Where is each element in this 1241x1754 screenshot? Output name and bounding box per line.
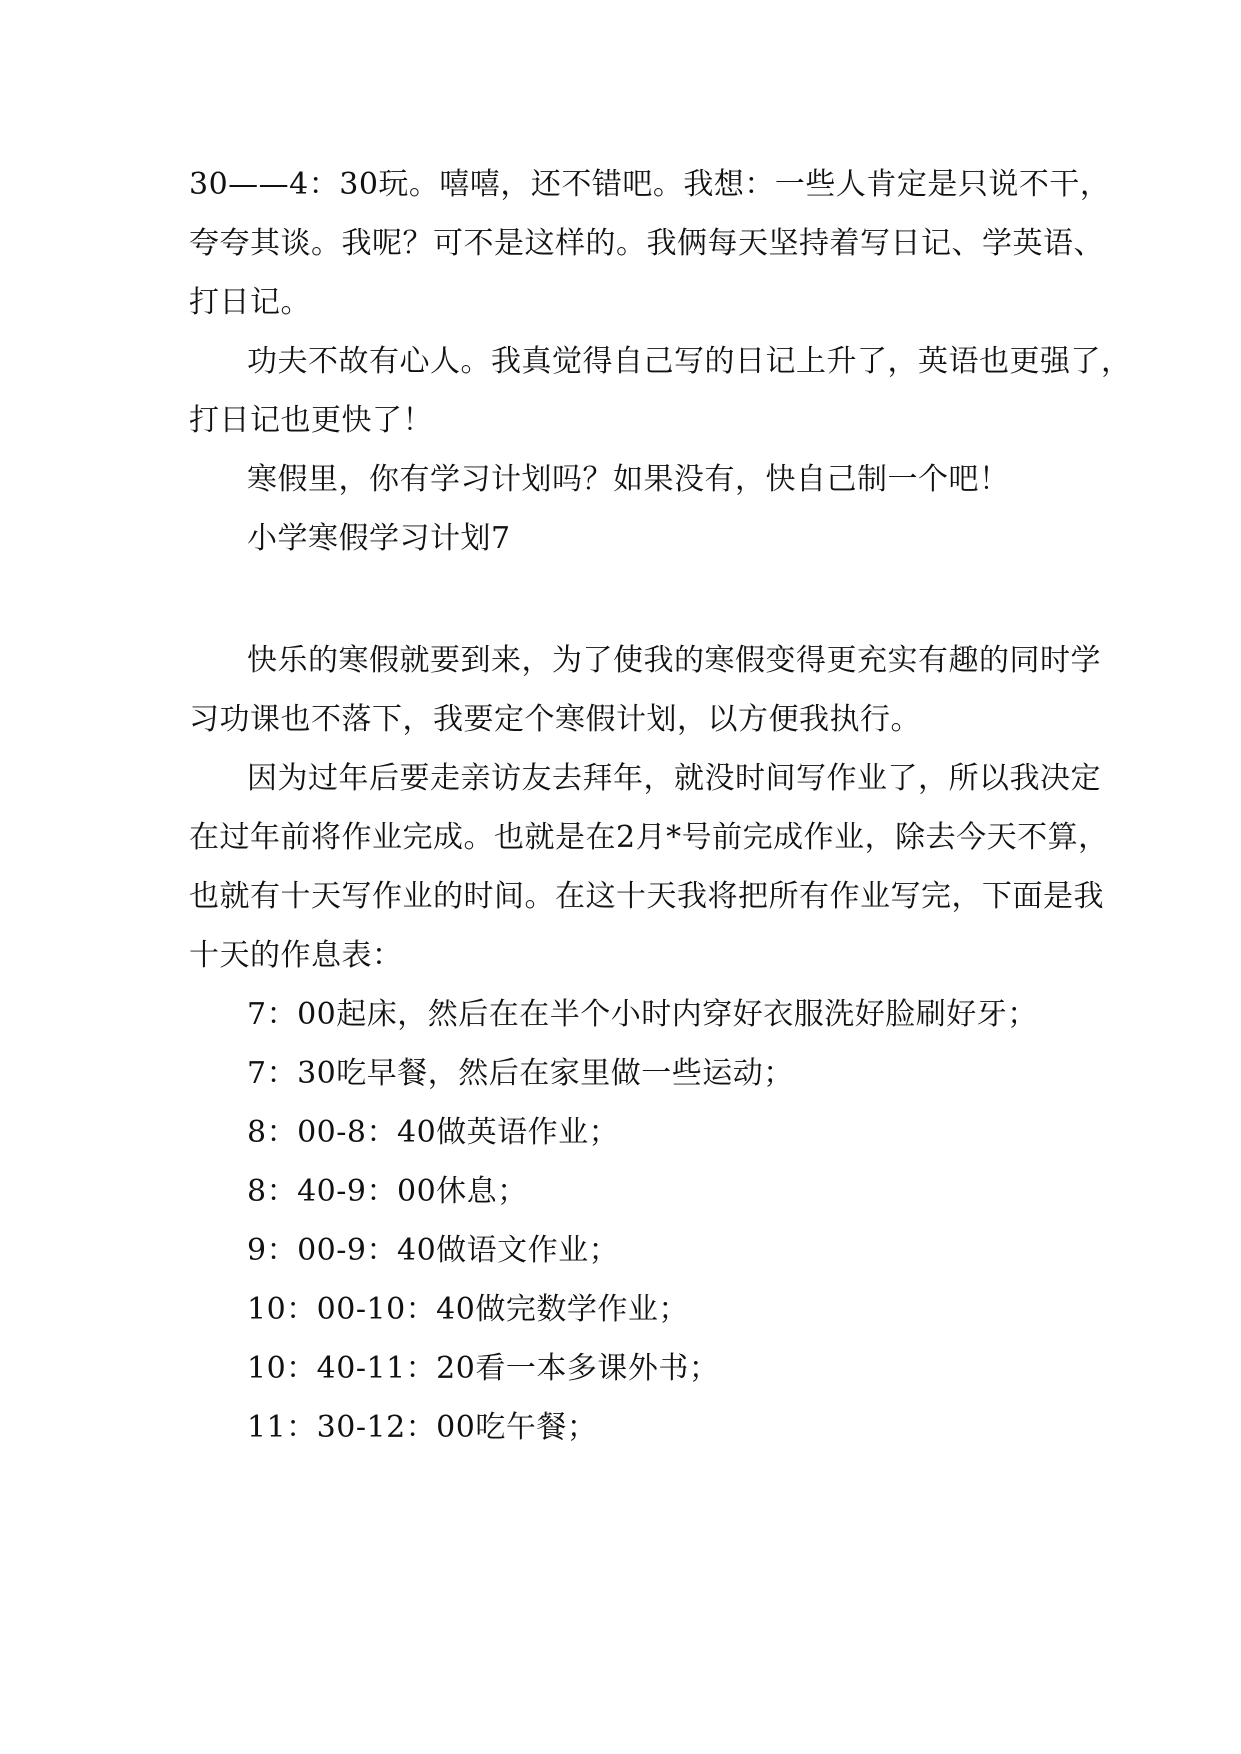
text-line: 夸夸其谈。我呢？可不是这样的。我俩每天坚持着写日记、学英语、 xyxy=(189,226,1104,261)
text-line: 十天的作息表： xyxy=(189,938,403,973)
schedule-item: 8：00-8：40做英语作业； xyxy=(247,1115,620,1150)
text-line: 打日记也更快了！ xyxy=(189,403,433,438)
schedule-item: 7：00起床，然后在在半个小时内穿好衣服洗好脸刷好牙； xyxy=(247,997,1038,1032)
text-line: 也就有十天写作业的时间。在这十天我将把所有作业写完，下面是我 xyxy=(189,879,1104,914)
paragraph-start: 快乐的寒假就要到来，为了使我的寒假变得更充实有趣的同时学 xyxy=(247,643,1101,678)
schedule-item: 9：00-9：40做语文作业； xyxy=(247,1233,620,1268)
section-heading: 小学寒假学习计划7 xyxy=(247,521,511,556)
paragraph-start: 功夫不故有心人。我真觉得自己写的日记上升了，英语也更强了， xyxy=(247,344,1132,379)
paragraph-start: 因为过年后要走亲访友去拜年，就没时间写作业了，所以我决定 xyxy=(247,761,1101,796)
text-line: 30——4：30玩。嘻嘻，还不错吧。我想：一些人肯定是只说不干， xyxy=(189,167,1111,202)
schedule-item: 11：30-12：00吃午餐； xyxy=(247,1410,598,1445)
text-line: 打日记。 xyxy=(189,285,311,320)
text-line: 习功课也不落下，我要定个寒假计划，以方便我执行。 xyxy=(189,702,921,737)
text-line: 在过年前将作业完成。也就是在2月*号前完成作业，除去今天不算， xyxy=(189,820,1109,855)
schedule-item: 10：00-10：40做完数学作业； xyxy=(247,1292,689,1327)
schedule-item: 8：40-9：00休息； xyxy=(247,1174,528,1209)
schedule-item: 10：40-11：20看一本多课外书； xyxy=(247,1351,720,1386)
schedule-item: 7：30吃早餐，然后在家里做一些运动； xyxy=(247,1056,794,1091)
paragraph-start: 寒假里，你有学习计划吗？如果没有，快自己制一个吧！ xyxy=(247,462,1010,497)
